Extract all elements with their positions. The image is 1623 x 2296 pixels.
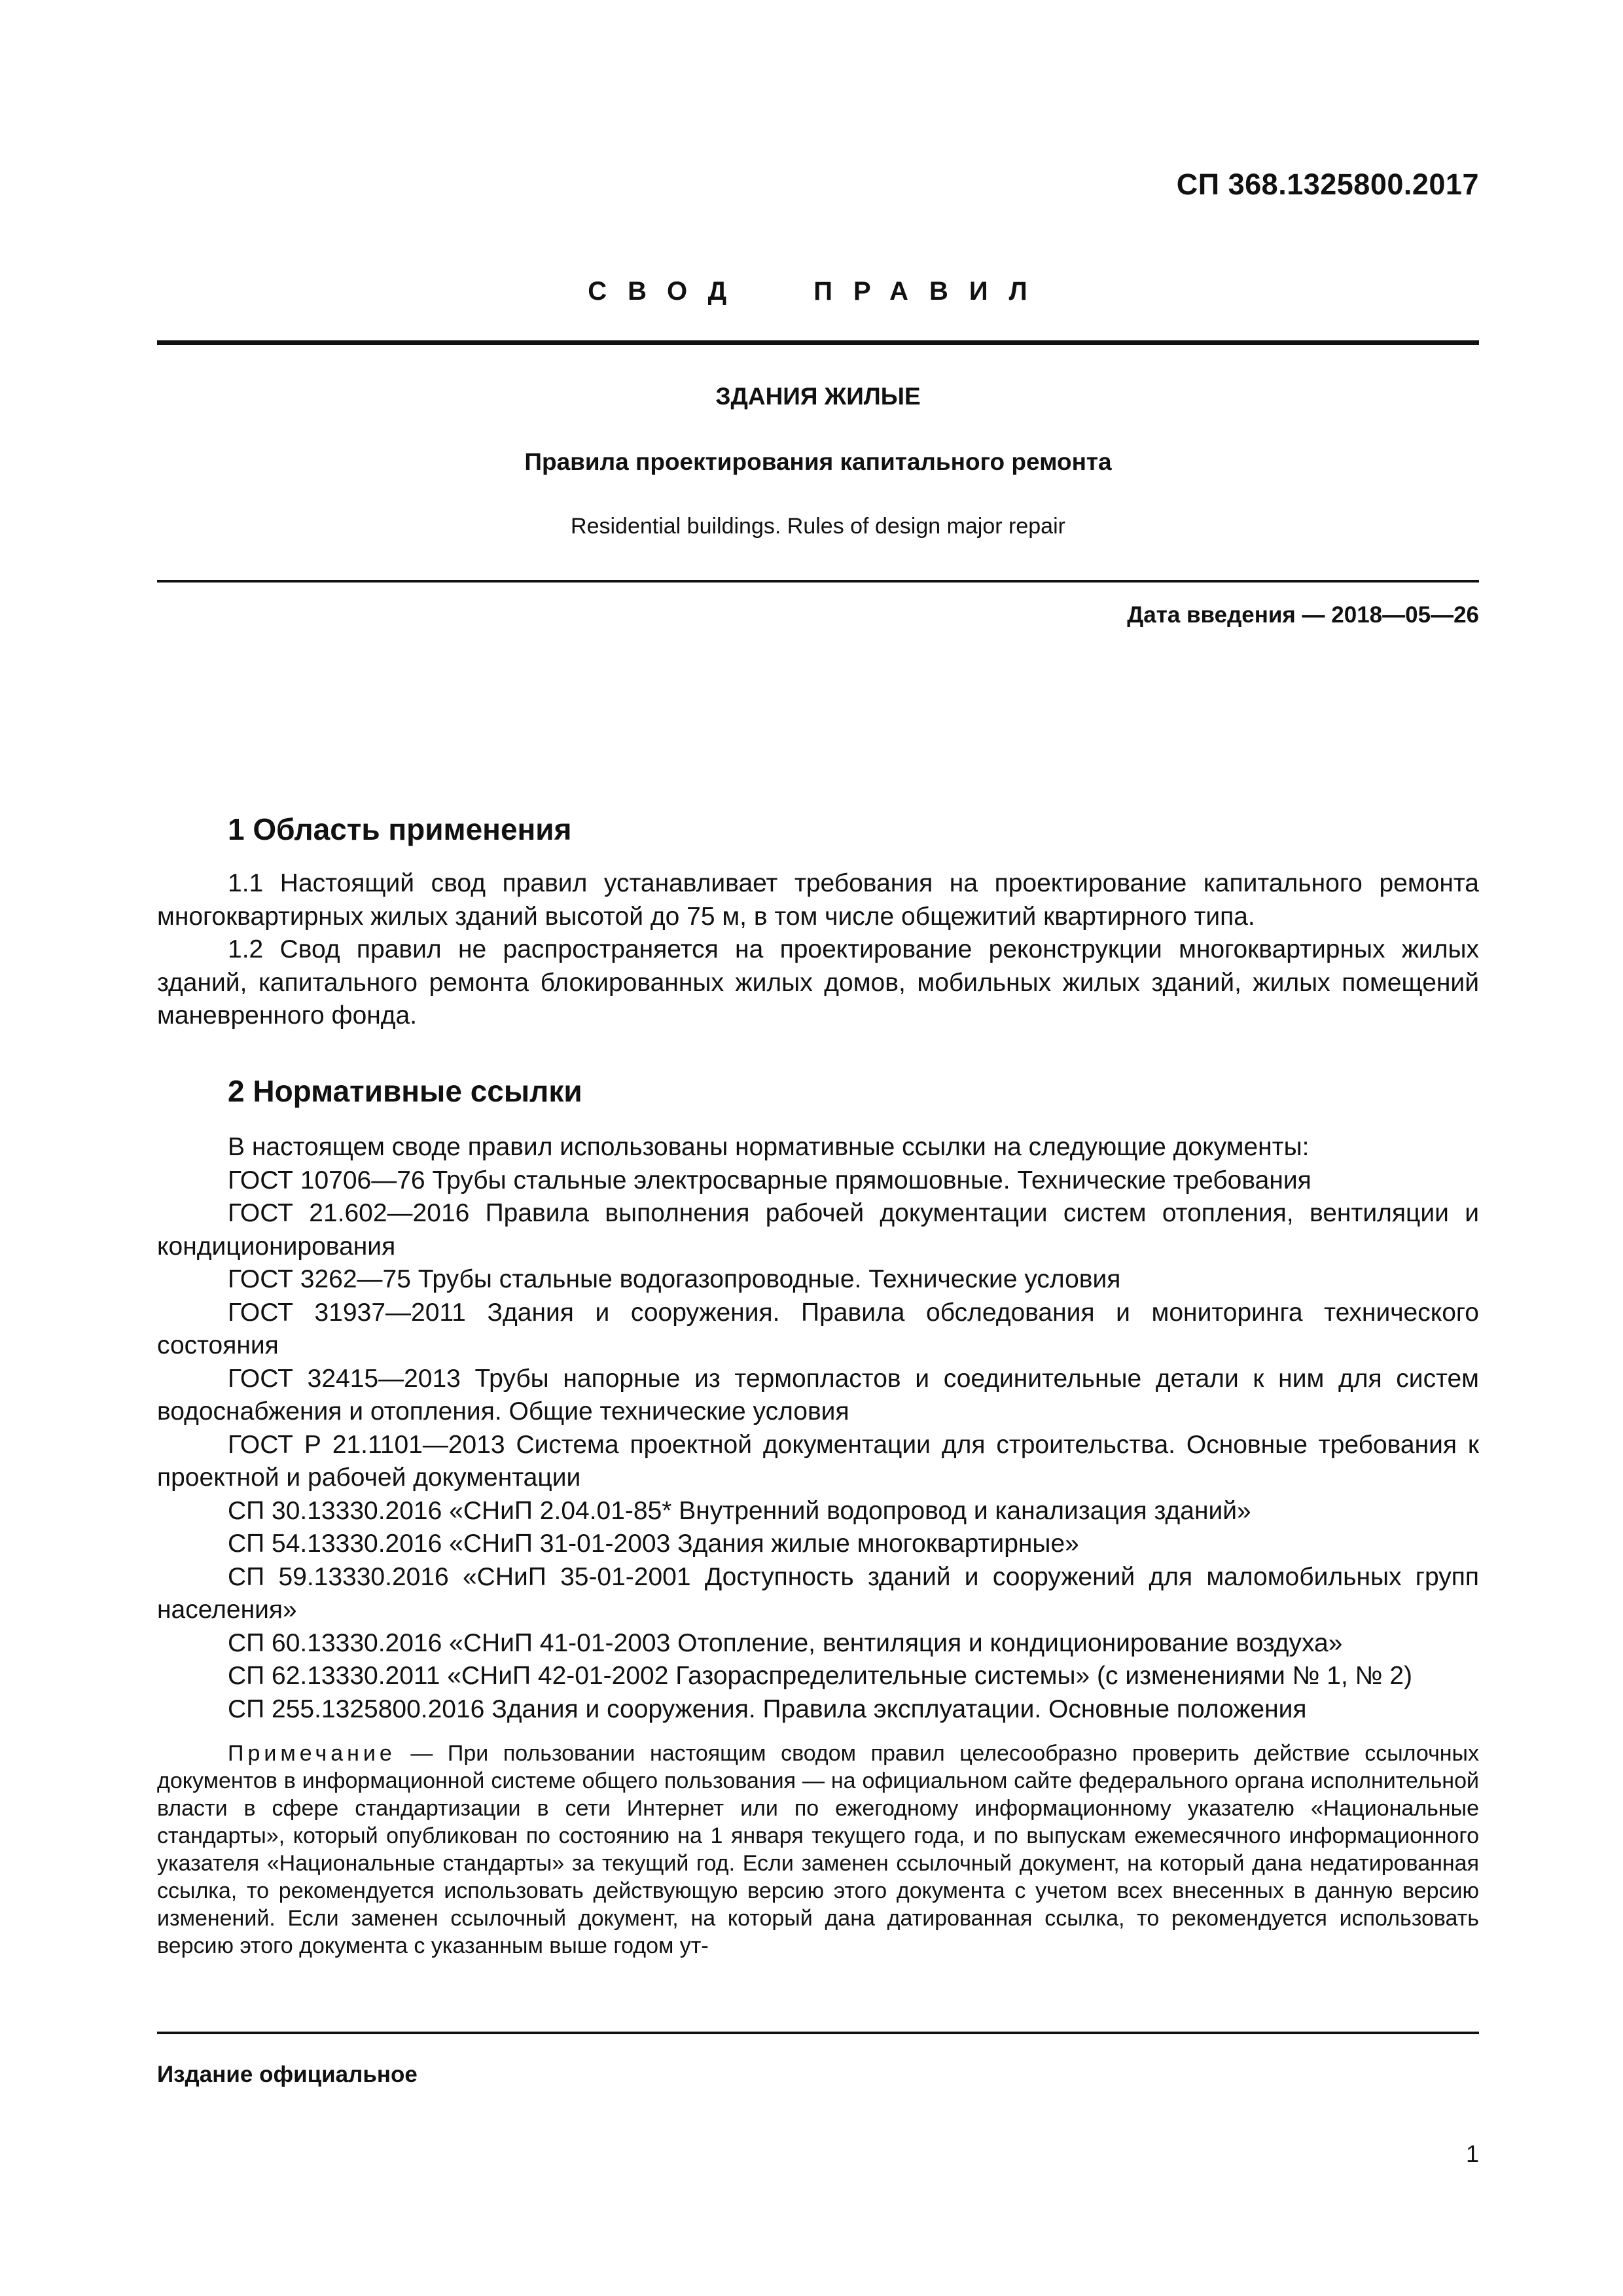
reference-item: СП 62.13330.2011 «СНиП 42-01-2002 Газораспределительные системы» (с изменениями № 1, № 2) (228, 1662, 1412, 1690)
section-2-paragraph: В настоящем своде правил использованы нормативные ссылки на следующие документы: (228, 1133, 1310, 1161)
reference-item: СП 255.1325800.2016 Здания и сооружения. Правила эксплуатации. Основные положения (228, 1695, 1307, 1723)
edition-label: Издание официальное (157, 2062, 418, 2087)
reference-item: СП 59.13330.2016 «СНиП 35-01-2001 Доступность зданий и сооружений для маломобильных групп населения» (157, 1562, 1479, 1624)
introduction-date: Дата введения — 2018—05—26 (1127, 602, 1479, 628)
page-number: 1 (1465, 2140, 1479, 2167)
reference-item: ГОСТ 21.602—2016 Правила выполнения рабочей документации систем отопления, вентиляции и кондиционирования (157, 1199, 1479, 1261)
reference-item: ГОСТ 10706—76 Трубы стальные электросварные прямошовные. Технические требования (228, 1166, 1311, 1194)
reference-item: СП 30.13330.2016 «СНиП 2.04.01-85* Внутренний водопровод и канализация зданий» (228, 1496, 1251, 1525)
section-1-body (157, 867, 1479, 1033)
section-2-heading: 2 Нормативные ссылки (228, 1074, 582, 1108)
document-code: СП 368.1325800.2017 (1176, 168, 1479, 201)
section-2-body (157, 1131, 1479, 1726)
document-subtitle: Правила проектирования капитального ремонта (524, 448, 1112, 475)
section-1-paragraph: 1.2 Свод правил не распространяется на проектирование реконструкции многоквартирных жилых зданий, капитального ремонта блокированных жилых домов, мобильных жилых зданий, жилых помещений маневренного фонда. (157, 935, 1479, 1030)
reference-item: СП 54.13330.2016 «СНиП 31-01-2003 Здания жилые многоквартирные» (228, 1530, 1079, 1558)
reference-item: ГОСТ 32415—2013 Трубы напорные из термопластов и соединительные детали к ним для систем водоснабжения и отопления. Общие технические условия (157, 1364, 1479, 1426)
reference-item: СП 60.13330.2016 «СНиП 41-01-2003 Отопление, вентиляция и кондиционирование воздуха» (228, 1628, 1343, 1657)
section-1-heading: 1 Область применения (228, 812, 572, 846)
document-type-heading: СВОД ПРАВИЛ (588, 277, 1048, 306)
header-divider (157, 340, 1479, 345)
document-title: ЗДАНИЯ ЖИЛЫЕ (715, 383, 921, 410)
note-block (157, 1740, 1479, 1960)
title-divider (157, 580, 1479, 583)
reference-item: ГОСТ Р 21.1101—2013 Система проектной документации для строительства. Основные требования к проектной и рабочей документации (157, 1430, 1479, 1492)
section-1-paragraph: 1.1 Настоящий свод правил устанавливает требования на проектирование капитального ремонта многоквартирных жилых зданий высотой до 75 м, в том числе общежитий квартирного типа. (157, 869, 1479, 931)
footer-divider (157, 2032, 1479, 2034)
note-label: Примечание (228, 1741, 396, 1766)
reference-item: ГОСТ 31937—2011 Здания и сооружения. Правила обследования и мониторинга технического состояния (157, 1298, 1479, 1359)
note-text: — При пользовании настоящим сводом правил целесообразно проверить действие ссылочных документов в информационной системе общего пользования — на официальном сайте федерального органа исполнительной власти в сфере стандартизации в сети Интернет или по ежегодному информационному указателю «Национальные стандарты», который опубликован по состоянию на 1 января текущего года, и по выпускам ежемесячного информационного указателя «Национальные стандарты» за текущий год. Если заменен ссылочный документ, на который дана недатированная ссылка, то рекомендуется использовать действующую версию этого документа с учетом всех внесенных в данную версию изменений. Если заменен ссылочный документ, на который дана датированная ссылка, то рекомендуется использовать версию этого документа с указанным выше годом ут- (157, 1741, 1479, 1958)
document-page (157, 0, 1479, 2296)
document-title-english: Residential buildings. Rules of design major repair (571, 514, 1065, 539)
reference-item: ГОСТ 3262—75 Трубы стальные водогазопроводные. Технические условия (228, 1265, 1121, 1293)
